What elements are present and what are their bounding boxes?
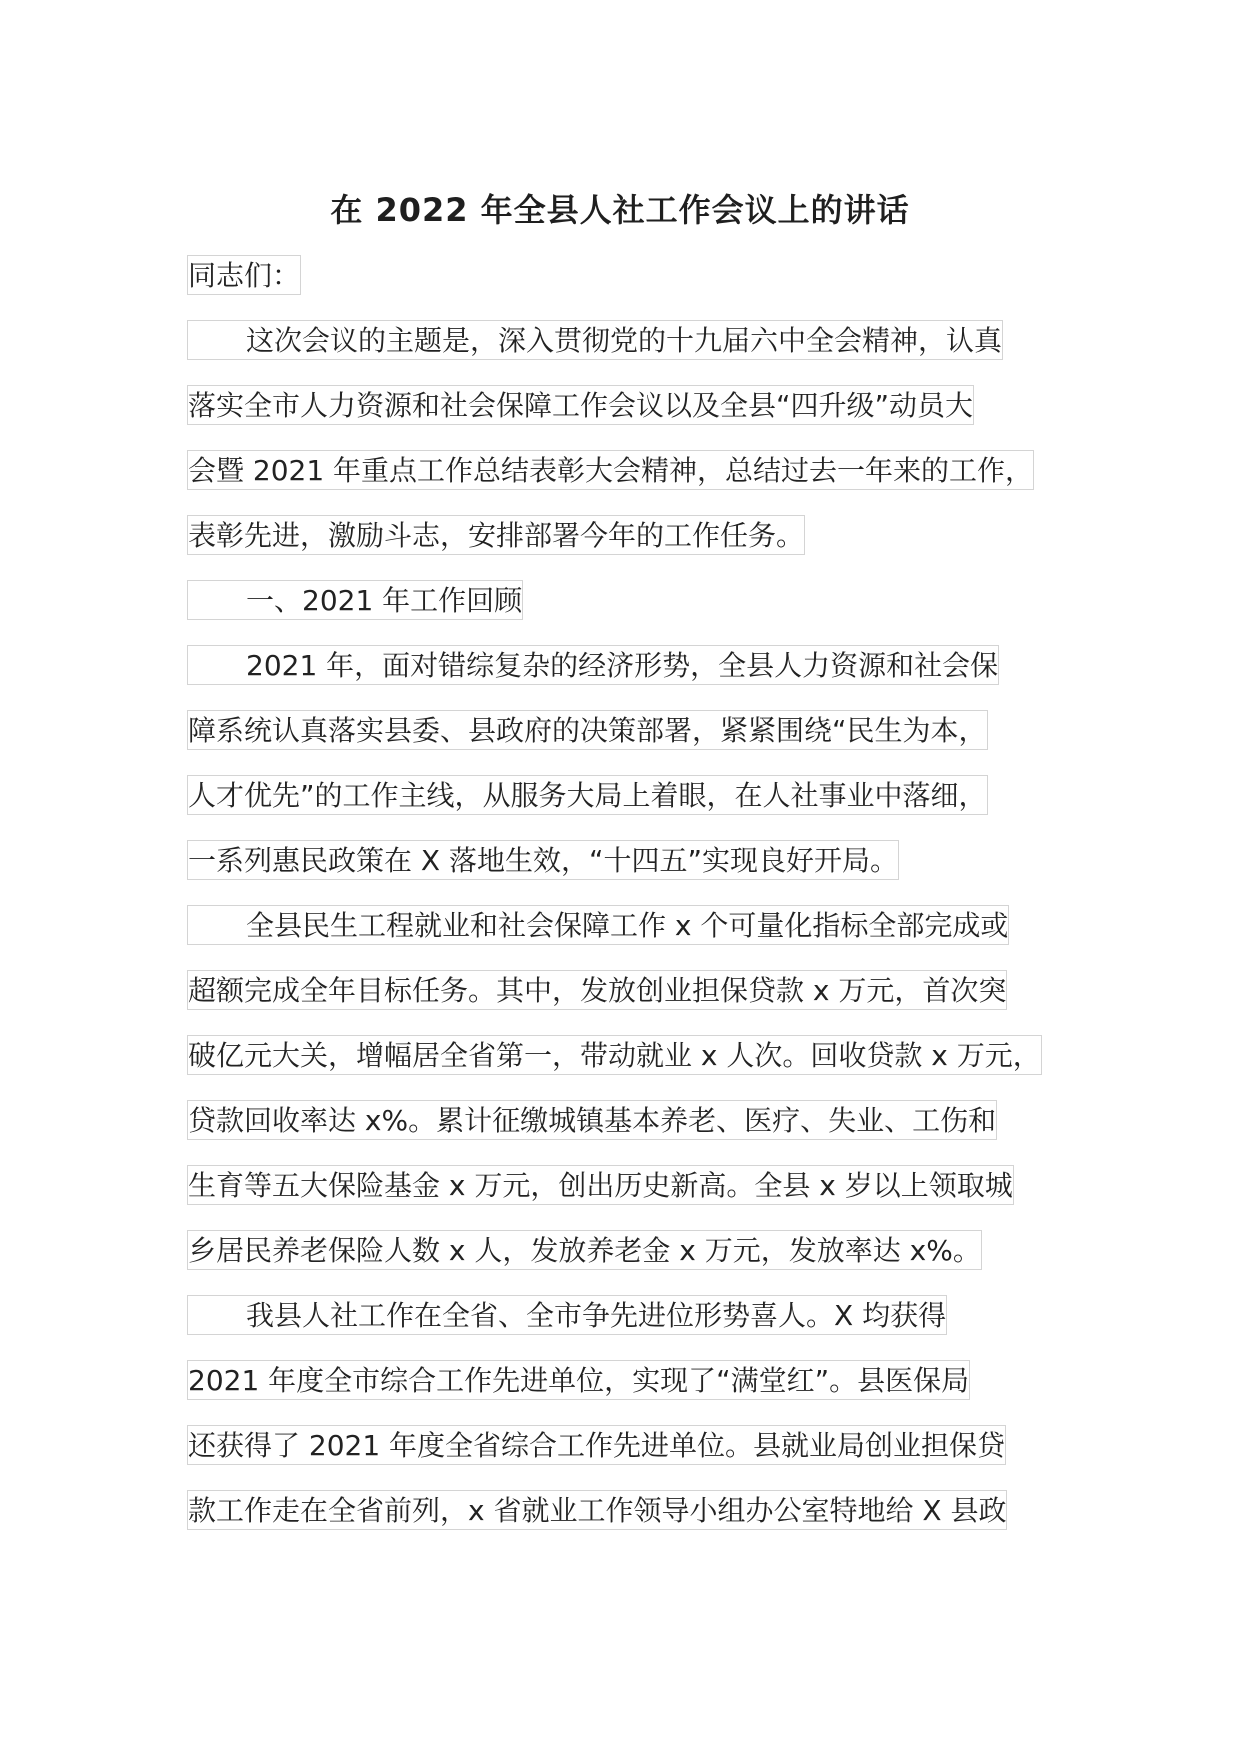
- section-heading-line: [187, 580, 523, 620]
- line-text: 2021 年度全市综合工作先进单位，实现了“满堂红”。县医保局: [187, 1360, 970, 1400]
- text-line: [187, 515, 805, 555]
- text-line: [187, 905, 1009, 945]
- text-line: [187, 385, 974, 425]
- text-line: [187, 450, 1034, 490]
- text-line: [187, 1360, 970, 1400]
- line-text: 障系统认真落实县委、县政府的决策部署，紧紧围绕“民生为本，: [187, 710, 988, 750]
- line-text: 超额完成全年目标任务。其中，发放创业担保贷款 x 万元，首次突: [187, 970, 1007, 1010]
- salutation-text: 同志们：: [187, 255, 301, 295]
- line-text: 全县民生工程就业和社会保障工作 x 个可量化指标全部完成或: [246, 909, 1009, 942]
- line-text: 落实全市人力资源和社会保障工作会议以及全县“四升级”动员大: [187, 385, 974, 425]
- document-title: 在 2022 年全县人社工作会议上的讲话: [330, 191, 910, 229]
- line-text: 一系列惠民政策在 X 落地生效，“十四五”实现良好开局。: [187, 840, 899, 880]
- line-text: 表彰先进，激励斗志，安排部署今年的工作任务。: [187, 515, 805, 555]
- paragraph-text: [187, 320, 1003, 360]
- paragraph-text: [187, 1295, 947, 1335]
- section-heading-text: 一、2021 年工作回顾: [246, 584, 523, 617]
- text-line: [187, 1165, 1014, 1205]
- line-text: 这次会议的主题是，深入贯彻党的十九届六中全会精神，认真: [246, 324, 1003, 357]
- text-line: [187, 710, 988, 750]
- line-text: 破亿元大关，增幅居全省第一，带动就业 x 人次。回收贷款 x 万元，: [187, 1035, 1042, 1075]
- text-line: [187, 1230, 982, 1270]
- text-line: [187, 970, 1007, 1010]
- line-text: 2021 年，面对错综复杂的经济形势，全县人力资源和社会保: [246, 649, 999, 682]
- line-text: 人才优先”的工作主线，从服务大局上着眼，在人社事业中落细，: [187, 775, 988, 815]
- text-line: [187, 645, 999, 685]
- text-line: [187, 775, 988, 815]
- line-text: 贷款回收率达 x%。累计征缴城镇基本养老、医疗、失业、工伤和: [187, 1100, 997, 1140]
- text-line: [187, 840, 899, 880]
- text-line: [187, 1490, 1007, 1530]
- text-line-salutation: [187, 255, 301, 295]
- paragraph-text: [187, 645, 999, 685]
- line-text: 还获得了 2021 年度全省综合工作先进单位。县就业局创业担保贷: [187, 1425, 1006, 1465]
- line-text: 生育等五大保险基金 x 万元，创出历史新高。全县 x 岁以上领取城: [187, 1165, 1014, 1205]
- text-line: [187, 1100, 997, 1140]
- line-text: 我县人社工作在全省、全市争先进位形势喜人。X 均获得: [246, 1299, 947, 1332]
- line-text: 乡居民养老保险人数 x 人，发放养老金 x 万元，发放率达 x%。: [187, 1230, 982, 1270]
- text-line: [187, 1035, 1042, 1075]
- line-text: 款工作走在全省前列，x 省就业工作领导小组办公室特地给 X 县政: [187, 1490, 1007, 1530]
- paragraph-text: [187, 905, 1009, 945]
- text-line: [187, 1295, 947, 1335]
- section-heading: [187, 580, 523, 620]
- text-line: [187, 320, 1003, 360]
- line-text: 会暨 2021 年重点工作总结表彰大会精神，总结过去一年来的工作，: [187, 450, 1034, 490]
- text-line: [187, 1425, 1006, 1465]
